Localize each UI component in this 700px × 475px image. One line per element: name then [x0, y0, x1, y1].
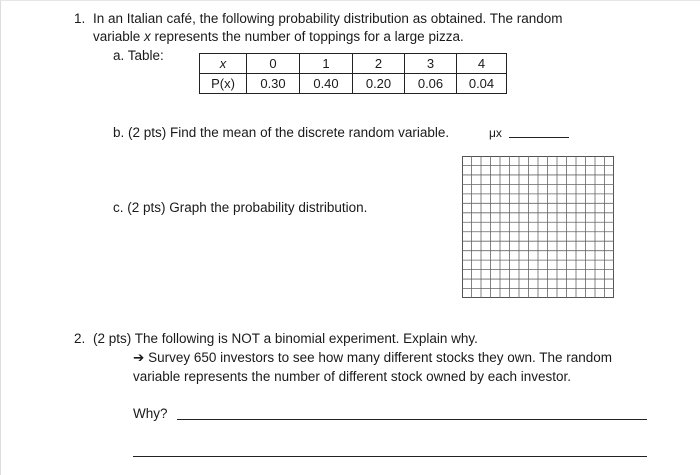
q1-line2	[93, 29, 464, 44]
q1c-text: c. (2 pts) Graph the probability distribution.	[113, 200, 368, 215]
table-cell: 0.06	[405, 74, 457, 94]
q1-number: 1.	[74, 11, 86, 26]
why-label: Why?	[133, 406, 168, 421]
why-answer-line-1[interactable]	[177, 419, 647, 420]
q1-line2-post: represents the number of toppings for a large pizza.	[150, 29, 464, 44]
q2-line2-text: Survey 650 investors to see how many different stocks they own. The random	[144, 350, 613, 365]
q1b-text: b. (2 pts) Find the mean of the discrete random variable.	[113, 125, 450, 140]
why-answer-line-2[interactable]	[133, 456, 647, 457]
table-cell: 1	[300, 54, 353, 74]
q2-number: 2.	[74, 331, 86, 346]
q1a-label: a. Table:	[113, 48, 164, 63]
table-cell: 4	[457, 54, 507, 74]
table-header-p: P(x)	[200, 74, 247, 94]
table-cell: 0.40	[300, 74, 353, 94]
table-cell: 0	[247, 54, 300, 74]
table-cell: 0.04	[457, 74, 507, 94]
table-cell: 2	[353, 54, 405, 74]
q2-line1: (2 pts) The following is NOT a binomial experiment. Explain why.	[93, 331, 478, 346]
table-row-p	[200, 74, 507, 94]
q1-variable-x: x	[144, 29, 151, 44]
graph-grid[interactable]	[462, 156, 614, 298]
q1-line2-pre: variable	[93, 29, 145, 44]
table-header-x: x	[200, 54, 247, 74]
q1-line1: In an Italian café, the following probability distribution as obtained. The random	[93, 11, 563, 26]
table-cell: 3	[405, 54, 457, 74]
mean-answer-line[interactable]	[509, 137, 569, 138]
arrow-icon: ➔	[133, 350, 145, 365]
q2-line3: variable represents the number of different stock owned by each investor.	[133, 369, 571, 384]
table-cell: 0.30	[247, 74, 300, 94]
table-cell: 0.20	[353, 74, 405, 94]
q2-line2	[133, 350, 612, 366]
mean-symbol: μx	[489, 126, 502, 140]
probability-table	[199, 53, 507, 94]
table-row-x	[200, 54, 507, 74]
